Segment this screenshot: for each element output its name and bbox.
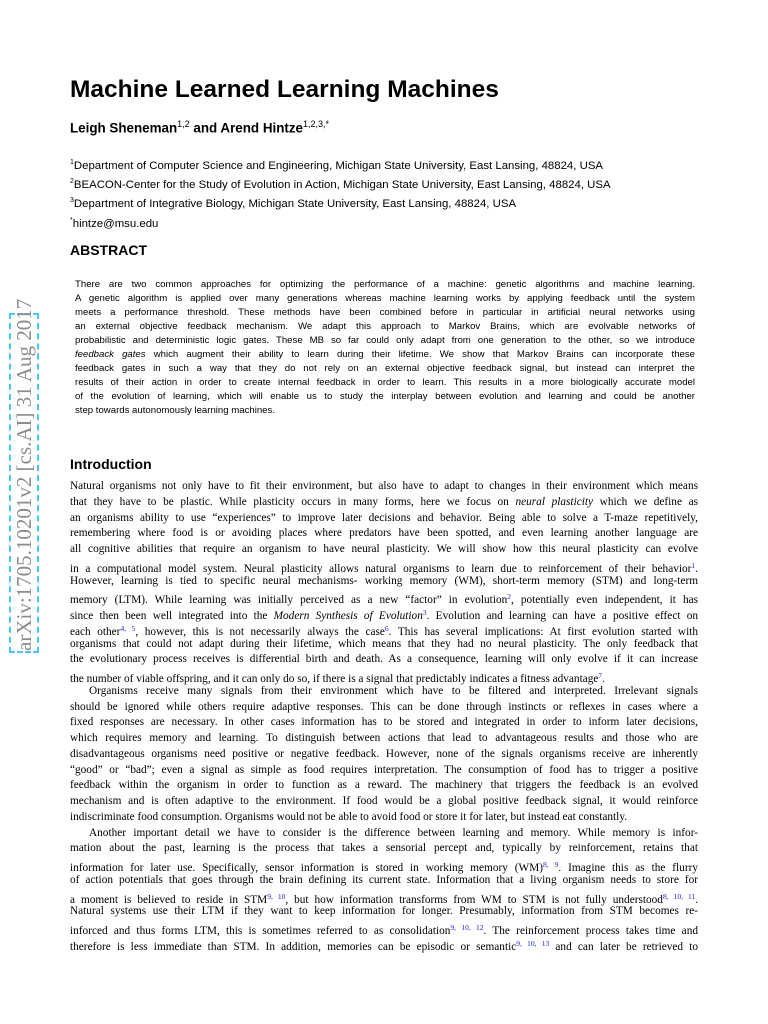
text-span: since then been well integrated into the [70, 610, 274, 622]
abstract-line: probabilistic and deterministic logic gates. These MB so far could only adapt from one generation to the other, so we introduce [75, 335, 695, 346]
body-line: disadvantageous organisms need positive or negative feedback. However, none of the signals organisms receive are inherently [70, 747, 698, 760]
text-span: , but how information transforms from WM to STM is not fully understood [285, 893, 663, 906]
body-line [70, 668, 698, 684]
text-span: , potentially even independent, it has [511, 594, 698, 607]
abstract-line: an external objective feedback mechanism. We adapt this approach to Markov Brains, which are evolvable networks of [75, 321, 695, 332]
affiliation-mark: 3 [70, 197, 74, 205]
citation-link[interactable]: 4, 5 [120, 623, 136, 633]
citation-link[interactable]: 8, 10, 11 [662, 891, 696, 901]
text-span: a moment is believed to reside in STM [70, 893, 268, 906]
author-affiliation-marks: 1,2,3,* [303, 119, 330, 129]
text-span: each other [70, 625, 121, 638]
text-span: that they have to be plastic. While plasticity occurs in many forms, here we focus on [70, 495, 516, 508]
text-span: inforced and thus forms LTM, this is sometimes referred to as consolidation [70, 925, 451, 937]
emphasis-modern-synthesis: Modern Synthesis of Evolution [273, 610, 423, 622]
text-span: . [695, 562, 698, 575]
citation-link[interactable]: 9, 10 [267, 891, 286, 901]
body-line: should be ignored while others require adaptive responses. This can be done through instincts or reflexes in cases where a [70, 700, 698, 713]
body-line [70, 605, 698, 621]
affiliation-line [70, 193, 611, 212]
affiliation-mark: 2 [70, 178, 74, 186]
abstract-line: step towards autonomously learning machines. [75, 405, 275, 416]
abstract-line-text: which augment their ability to learn during their lifetime. We show that Markov Brains can incorporate these [153, 349, 695, 360]
abstract-line: A genetic algorithm is applied over many generations whereas machine learning works by applying feedback until the system [75, 293, 695, 304]
citation-link[interactable]: 1 [691, 560, 696, 570]
body-line: an organisms ability to use “experiences” to improve later decisions and behavior. Being able to solve a T-maze repetitively, [70, 511, 698, 524]
affiliation-text: Department of Computer Science and Engineering, Michigan State University, East Lansing, 48824, USA [73, 159, 604, 172]
citation-link[interactable]: 9, 10, 12 [450, 923, 484, 932]
body-line: Natural organisms not only have to fit their environment, but also have to adapt to changes in their environment which means [70, 480, 698, 492]
abstract-heading: ABSTRACT [70, 242, 147, 258]
abstract-line: There are two common approaches for optimizing the performance of a machine: genetic algorithms and machine learning. [75, 279, 695, 290]
body-line: which requires memory and learning. To distinguish between actions that lead to advantageous results and those who are [70, 732, 698, 744]
citation-link[interactable]: 3 [422, 608, 427, 617]
body-line: mechanism and is often adaptive to the environment. If food would be a global positive feedback signal, it would reinforce [70, 795, 698, 807]
text-span: information for later use. Specifically, sensor information is stored in working memory (WM) [70, 862, 544, 874]
author-name: Leigh Sheneman [70, 120, 178, 136]
affiliation-line [70, 155, 611, 174]
text-span: . [695, 893, 699, 906]
body-line: the evolutionary process receives is differential birth and death. As a consequence, learning will only evolve if it can increase [70, 653, 698, 666]
affiliations [70, 155, 611, 232]
text-span: which we define as [593, 495, 699, 508]
citation-link[interactable]: 7 [598, 671, 603, 680]
body-line [70, 889, 698, 905]
body-line: of action potentials that goes through the brain defining its current state. Information that a living organism needs to store for [70, 873, 698, 886]
body-line [70, 558, 698, 574]
text-span: memory (LTM). While learning was initially perceived as a new “factor” in evolution [70, 594, 508, 607]
affiliation-mark: 1 [70, 159, 74, 166]
introduction-heading: Introduction [70, 456, 152, 472]
abstract-line: of the evolution of learning, which will enable us to study the interplay between evolution and learning and could be another [75, 391, 695, 402]
body-line [70, 857, 698, 873]
body-line [70, 920, 698, 936]
body-line: However, learning is tied to specific neural mechanisms- working memory (WM), short-term memory (STM) and long-term [70, 574, 698, 587]
text-span: . The reinforcement process takes time and [483, 925, 698, 937]
body-line: remembering where food is or avoiding places where predators have been spotted, and even learning another language are [70, 527, 698, 540]
text-span: , however, this is not necessarily always the case [135, 625, 385, 638]
emphasis-neural-plasticity: neural plasticity [515, 495, 594, 508]
text-span: in a computational model system. Neural plasticity allows natural organisms to learn due to reinforcement of their behavior [70, 562, 692, 575]
abstract-line: meets a performance threshold. These methods have been combined before in particular in artificial neural networks using [75, 307, 695, 318]
body-line: indiscriminate food consumption. Organisms would not be able to avoid food or store it for later, but instead eat constantly. [70, 810, 628, 823]
contact-email[interactable]: hintze@msu.edu [72, 217, 159, 230]
text-span: . Evolution and learning can have a positive effect on [426, 610, 699, 622]
arxiv-identifier-stamp[interactable]: arXiv:1705.10201v2 [cs.AI] 31 Aug 2017 [9, 313, 39, 653]
citation-link[interactable]: 8, 9 [543, 860, 559, 869]
text-span: . Imagine this as the flurry [558, 862, 698, 874]
text-span: . [602, 673, 605, 685]
abstract-line [75, 348, 695, 362]
text-span: therefore is less immediate than STM. In addition, memories can be episodic or semantic [70, 940, 517, 953]
body-line: fixed responses are necessary. In other cases information has to be stored and integrated in order to inform later decisions, [70, 716, 698, 729]
body-line [70, 589, 698, 605]
body-line [70, 621, 698, 637]
author-list [70, 119, 329, 135]
body-line: feedback within the organism in order to function as a reward. The machinery that triggers the feedback is an evolved [70, 779, 698, 792]
citation-link[interactable]: 9, 10, 13 [516, 938, 550, 948]
body-line: Another important detail we have to consider is the difference between learning and memory. While memory is infor- [89, 826, 698, 839]
body-line: “good” or “bad”; even a signal as simple as food requires interpretation. The consumption of food has to trigger a positive [70, 763, 698, 776]
author-connector: and [189, 120, 221, 136]
body-line: organisms that could not adapt during their lifetime, which means that they had no neural plasticity. The only feedback that [70, 637, 698, 650]
body-line [70, 495, 698, 511]
body-line: Organisms receive many signals from their environment which have to be filtered and interpreted. Irrelevant signals [89, 684, 698, 697]
citation-link[interactable]: 2 [507, 592, 512, 602]
emphasis-feedback-gates: feedback gates [75, 349, 146, 360]
body-line [70, 936, 698, 952]
affiliation-line [70, 213, 611, 232]
body-line: Natural systems use their LTM if they want to keep information for longer. Presumably, information from STM becomes re- [70, 905, 698, 918]
introduction-body [70, 479, 698, 952]
affiliation-mark: * [70, 216, 73, 224]
author-affiliation-marks: 1,2 [177, 119, 190, 129]
abstract-body [75, 278, 695, 418]
citation-link[interactable]: 6 [384, 623, 389, 633]
affiliation-line [70, 174, 611, 193]
author-name: Arend Hintze [220, 120, 304, 136]
abstract-line: results of their action in order to create internal feedback in order to learn. This results in a more biologically accurate model [75, 377, 695, 388]
paper-title: Machine Learned Learning Machines [70, 76, 499, 103]
text-span: and can later be retrieved to [549, 940, 699, 953]
body-line: mation about the past, learning is the process that takes a sensorial percept and, typically by reinforcement, retains that [70, 842, 698, 855]
affiliation-text: BEACON-Center for the Study of Evolution in Action, Michigan State University, East Lansing, 48824, USA [73, 179, 611, 191]
abstract-line: feedback gates in such a way that they do not rely on an external objective feedback signal, but instead can interpret the [75, 363, 695, 374]
body-line: all cognitive abilities that require an organism to have neural plasticity. We will show how this neural plasticity can evolve [70, 543, 698, 555]
affiliation-text: Department of Integrative Biology, Michigan State University, East Lansing, 48824, USA [73, 198, 517, 211]
text-span: the number of viable offspring, and it can only do so, if there is a signal that predictably indicates a fitness advantage [70, 673, 599, 685]
text-span: . This has several implications: At first evolution started with [388, 625, 699, 638]
